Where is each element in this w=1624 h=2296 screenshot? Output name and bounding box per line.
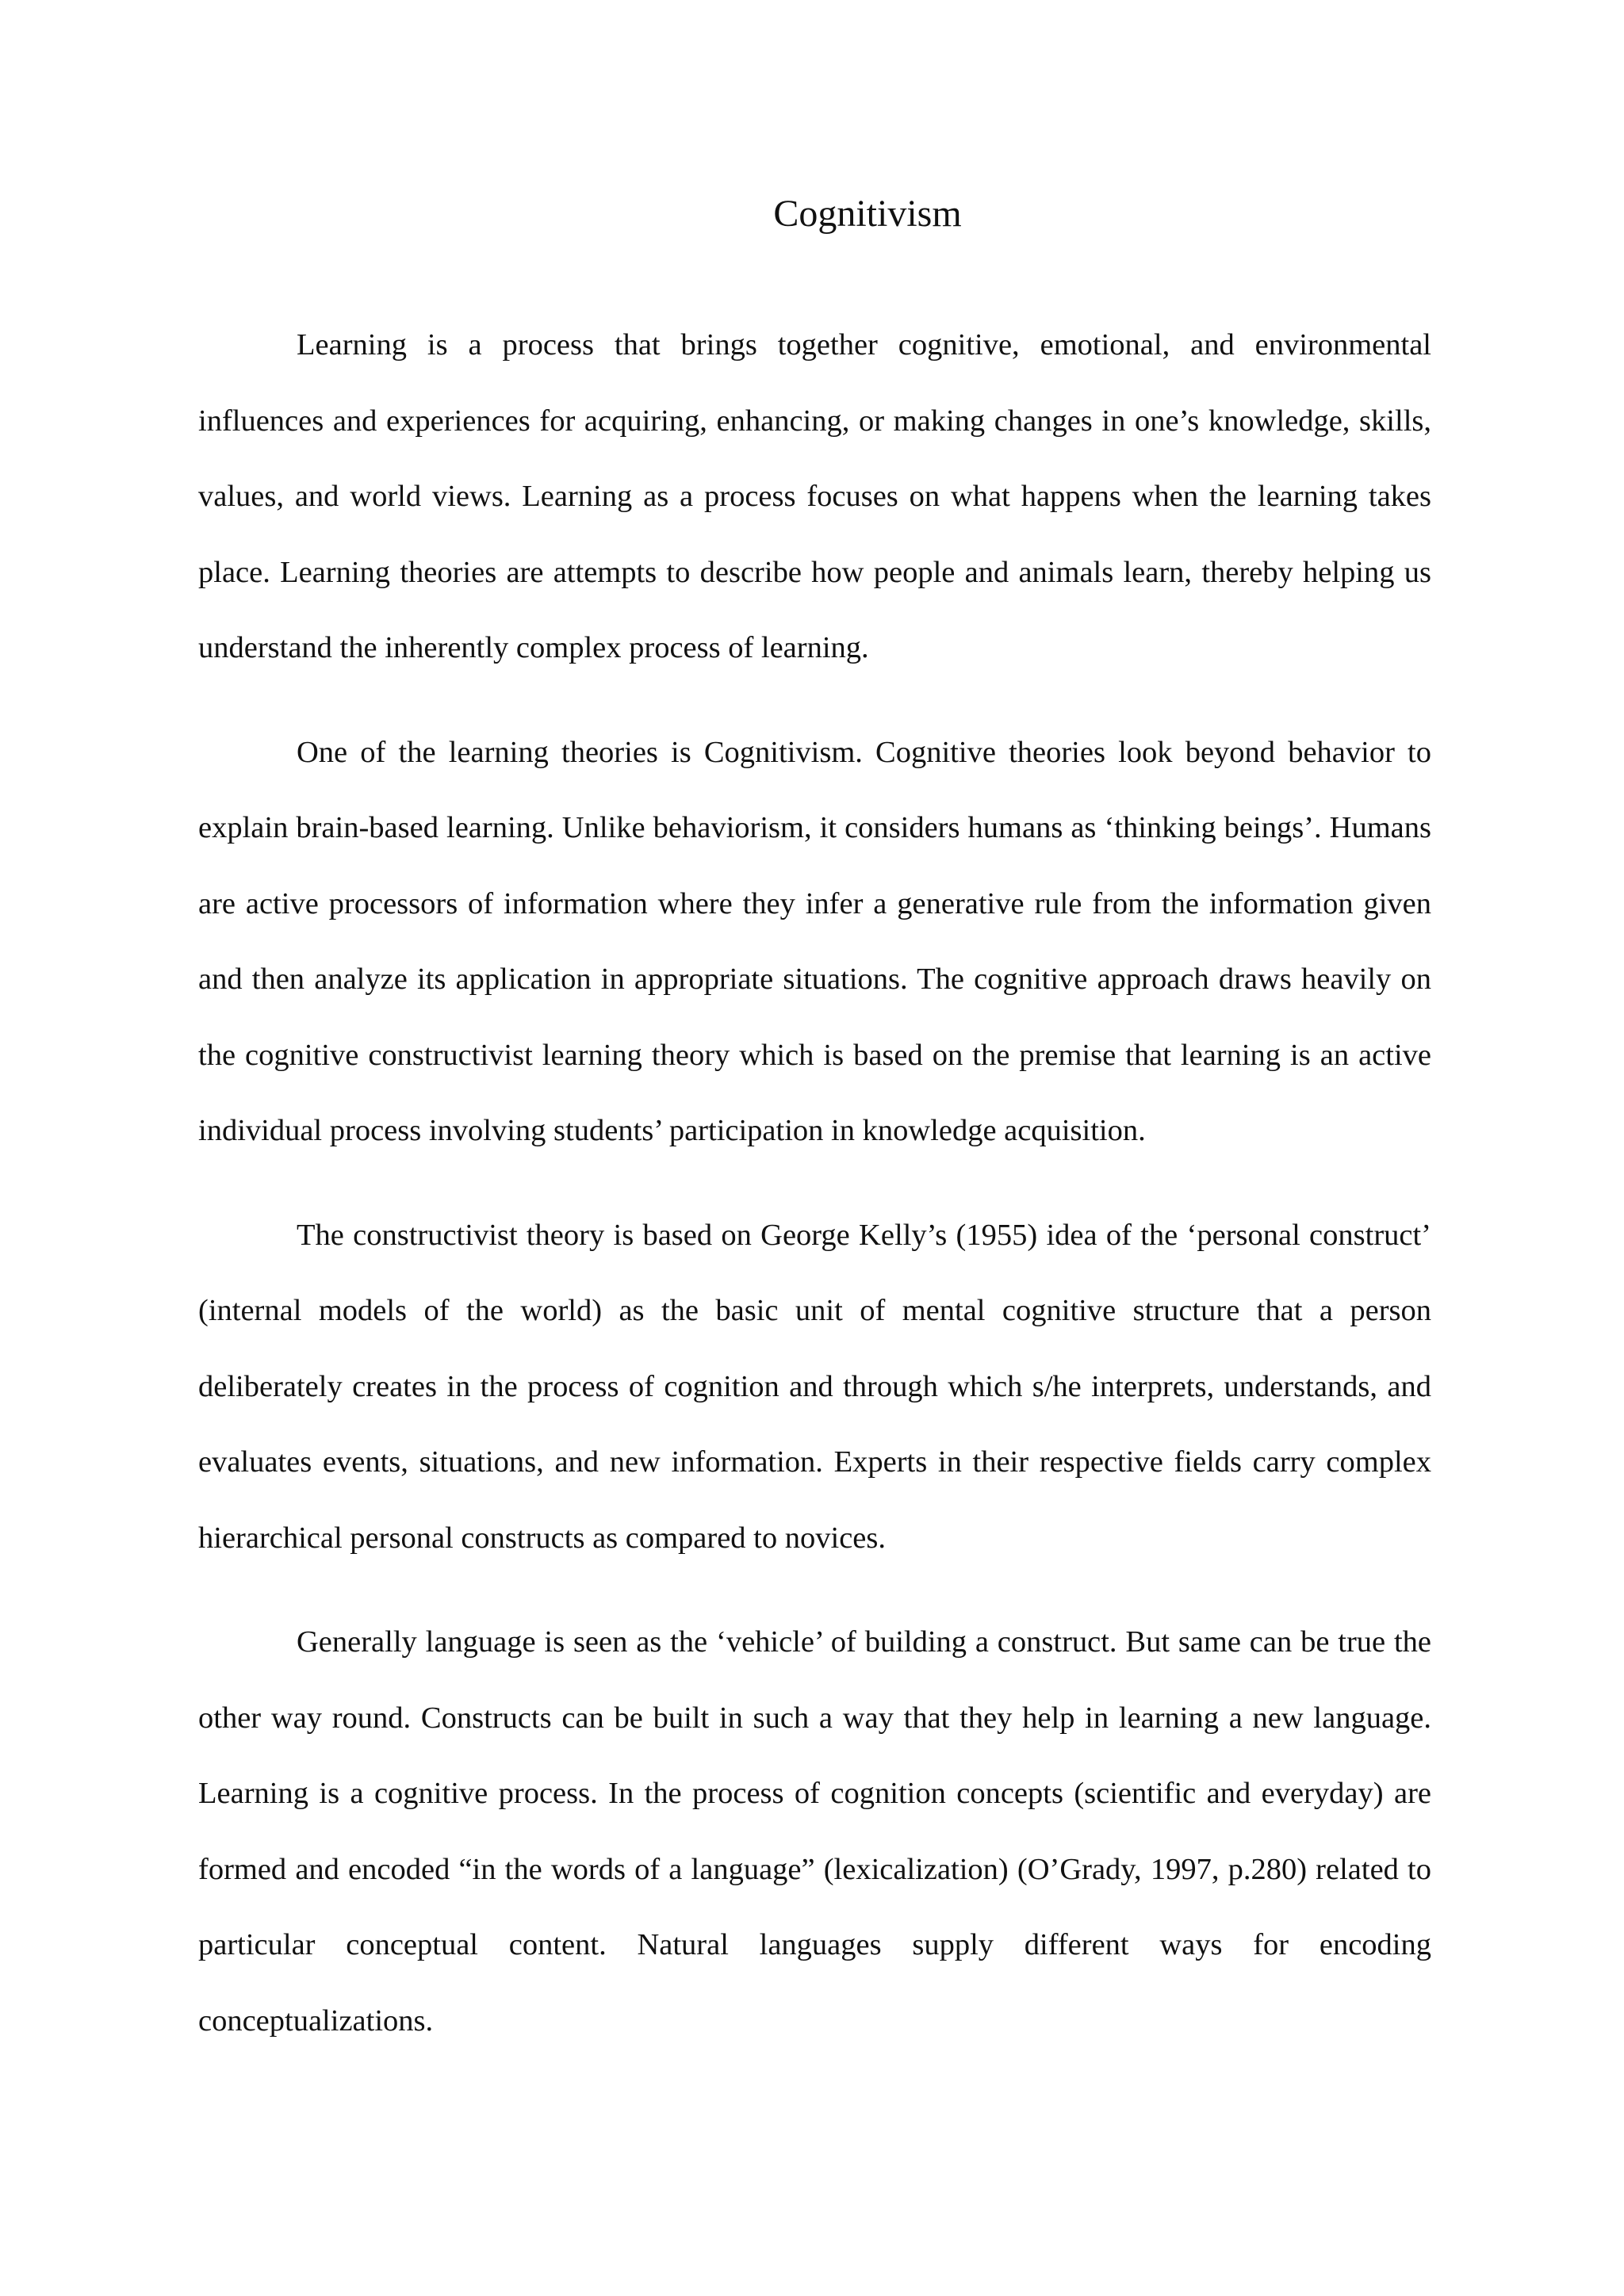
document-body — [198, 308, 1431, 2087]
paragraph-2: One of the learning theories is Cognitivism. Cognitive theories look beyond behavior to explain brain-based learning. Unlike behaviorism, it considers humans as ‘thinking beings’. Humans are active processors of information where they infer a generative rule from the information given and then analyze its application in appropriate situations. The cognitive approach draws heavily on the cognitive constructivist learning theory which is based on the premise that learning is an active individual process involving students’ participation in knowledge acquisition. — [198, 735, 1431, 1147]
page-title: Cognitivism — [773, 193, 962, 235]
paragraph-4: Generally language is seen as the ‘vehicle’ of building a construct. But same can be true the other way round. Constructs can be built in such a way that they help in learning a new language. Learning is a cognitive process. In the process of cognition concepts (scientific and everyday) are formed and encoded “in the words of a language” (lexicalization) (O’Grady, 1997, p.280) related to particular conceptual content. Natural languages supply different ways for encoding conceptualizations. — [198, 1625, 1431, 2038]
paragraph-3: The constructivist theory is based on George Kelly’s (1955) idea of the ‘personal construct’ (internal models of the world) as the basic unit of mental cognitive structure that a person deliberately creates in the process of cognition and through which s/he interprets, understands, and evaluates events, situations, and new information. Experts in their respective fields carry complex hierarchical personal constructs as compared to novices. — [198, 1218, 1431, 1555]
paragraph-1: Learning is a process that brings together cognitive, emotional, and environmental influences and experiences for acquiring, enhancing, or making changes in one’s knowledge, skills, values, and world views. Learning as a process focuses on what happens when the learning takes place. Learning theories are attempts to describe how people and animals learn, thereby helping us understand the inherently complex process of learning. — [198, 328, 1431, 664]
